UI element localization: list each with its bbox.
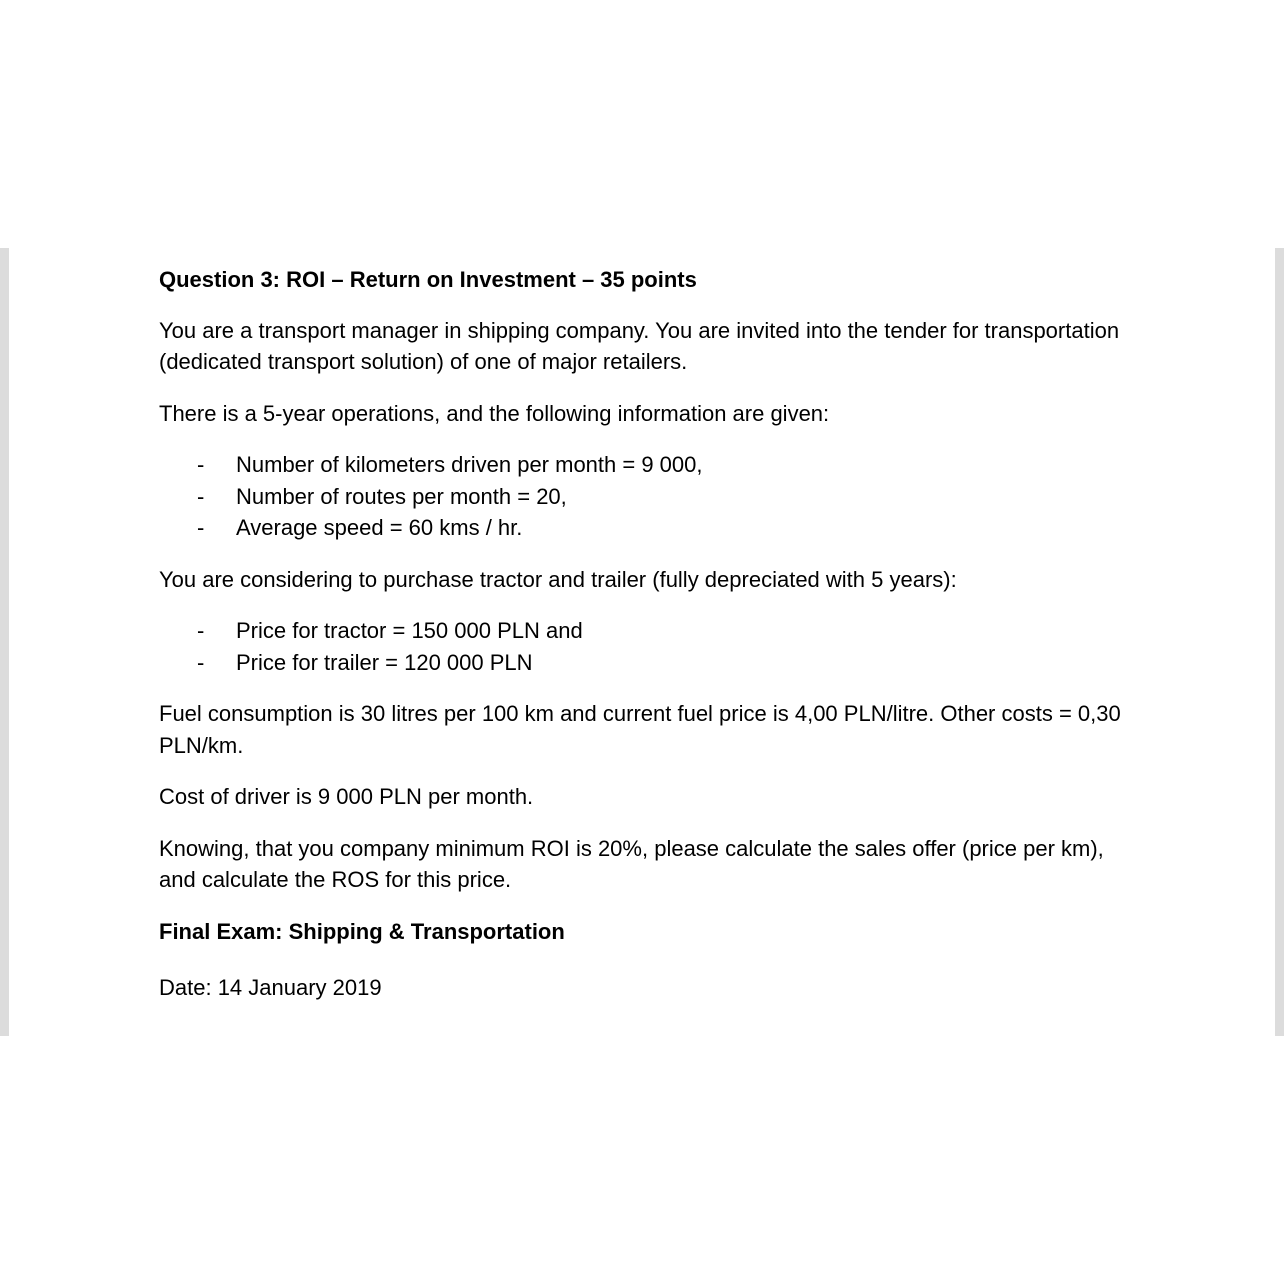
- question-title: Question 3: ROI – Return on Investment – 35 points: [159, 267, 697, 292]
- list-item: [159, 449, 1129, 481]
- list-item: [159, 512, 1129, 544]
- bullet-dash: -: [197, 515, 205, 540]
- exam-date: Date: 14 January 2019: [159, 975, 382, 1000]
- operations-list: [159, 449, 1129, 544]
- list-item-text: Average speed = 60 kms / hr.: [236, 515, 523, 540]
- list-item-text: Price for trailer = 120 000 PLN: [236, 649, 533, 675]
- bullet-dash: -: [197, 452, 205, 477]
- bullet-dash: -: [197, 483, 205, 509]
- task-paragraph: Knowing, that you company minimum ROI is 20%, please calculate the sales offer (price per km), and calculate the ROS for this price.: [159, 835, 1104, 892]
- purchase-intro: You are considering to purchase tractor and trailer (fully depreciated with 5 years):: [159, 566, 957, 592]
- list-item: [159, 615, 1129, 647]
- list-item-text: Number of kilometers driven per month = 9 000,: [236, 452, 703, 477]
- intro-paragraph: You are a transport manager in shipping company. You are invited into the tender for transportation (dedicated transport solution) of one of major retailers.: [159, 317, 1120, 374]
- purchase-list: [159, 615, 1129, 678]
- page-right-edge: [1275, 248, 1284, 1036]
- list-item: [159, 481, 1129, 513]
- list-item-text: Price for tractor = 150 000 PLN and: [236, 618, 583, 643]
- fuel-paragraph: Fuel consumption is 30 litres per 100 km and current fuel price is 4,00 PLN/litre. Other costs = 0,30 PLN/km.: [159, 701, 1121, 758]
- bullet-dash: -: [197, 618, 205, 643]
- final-exam-title: Final Exam: Shipping & Transportation: [159, 918, 565, 944]
- document-body: [159, 264, 1129, 1004]
- driver-cost-paragraph: Cost of driver is 9 000 PLN per month.: [159, 784, 534, 809]
- page-left-edge: [0, 248, 9, 1036]
- bullet-dash: -: [197, 649, 205, 675]
- list-item-text: Number of routes per month = 20,: [236, 483, 567, 509]
- operations-intro: There is a 5-year operations, and the following information are given:: [159, 400, 830, 426]
- list-item: [159, 647, 1129, 679]
